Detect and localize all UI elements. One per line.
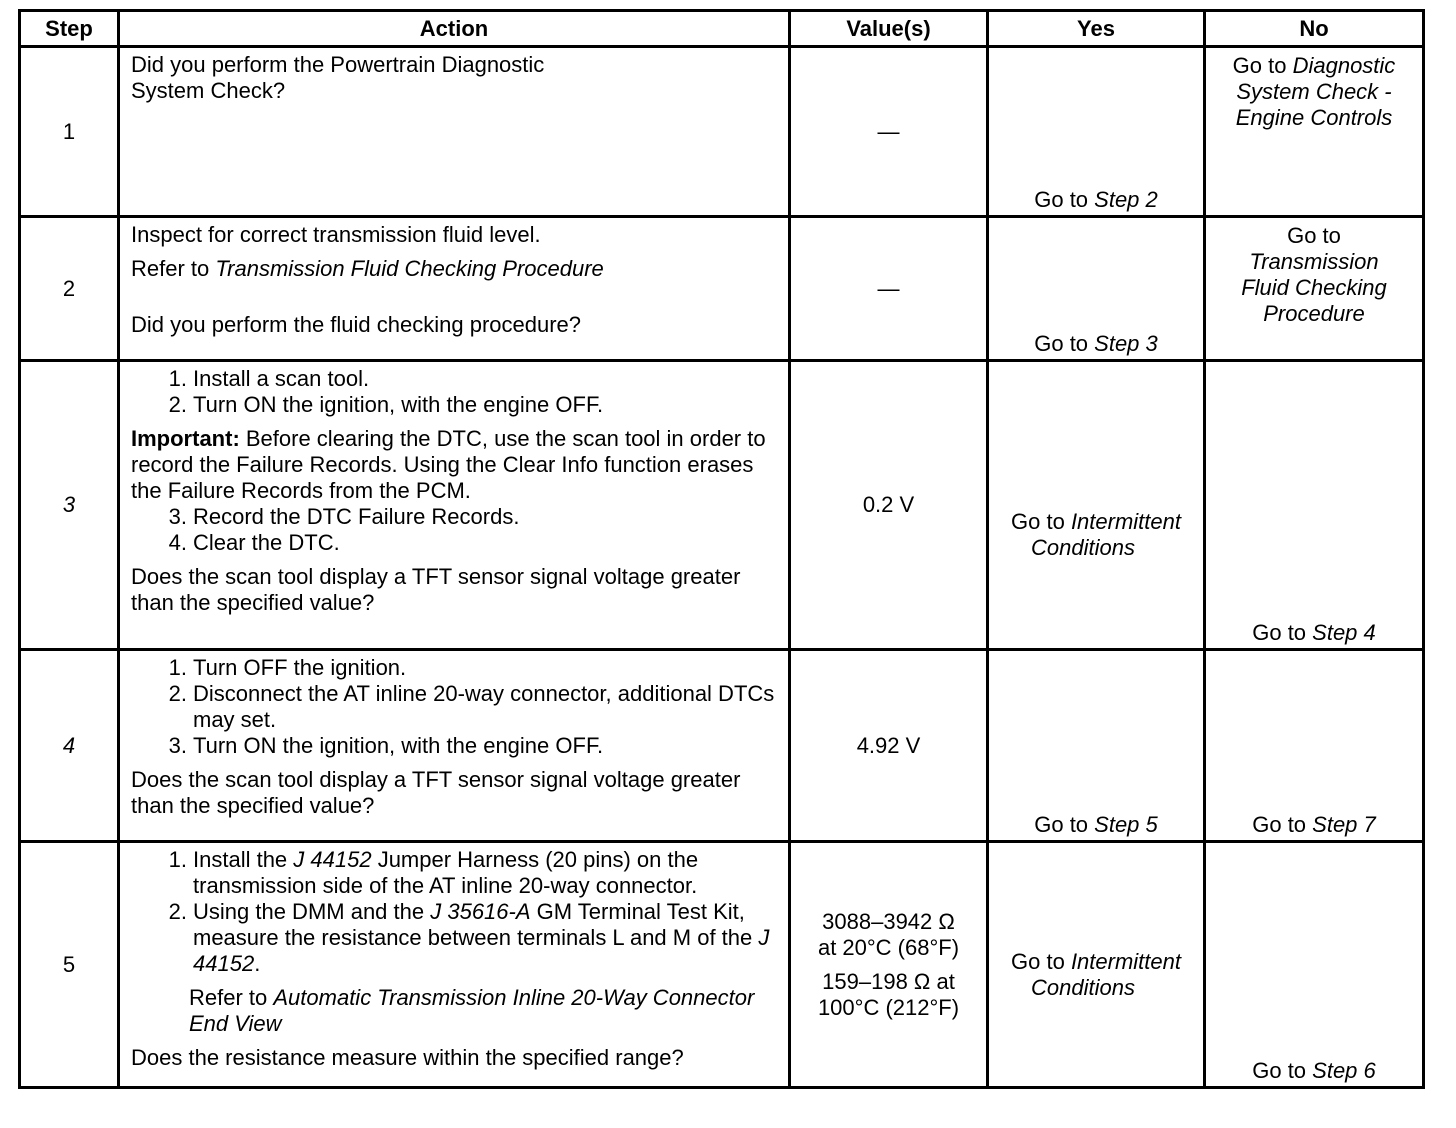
action-reference: Refer to Transmission Fluid Checking Procedure: [131, 256, 604, 281]
action-step: 1. Install the J 44152 Jumper Harness (20 pins) on the transmission side of the AT inline 20-way connector.: [168, 847, 699, 898]
no-link[interactable]: Go to Step 4: [1252, 620, 1376, 645]
action-question: Does the scan tool display a TFT sensor signal voltage greater than the specified value?: [131, 564, 741, 615]
diagnostic-table: [18, 9, 1425, 1089]
reference-link[interactable]: Automatic Transmission Inline 20-Way Connector End View: [189, 985, 755, 1036]
yes-cell: [988, 650, 1205, 842]
yes-link[interactable]: Go to Step 5: [1034, 812, 1158, 837]
action-step: 4. Clear the DTC.: [168, 530, 340, 555]
yes-cell: [988, 361, 1205, 650]
table-row: [20, 361, 1424, 650]
header-values: Value(s): [790, 11, 988, 47]
table-row: [20, 650, 1424, 842]
no-link[interactable]: Go to Step 6: [1252, 1058, 1376, 1083]
action-text: Inspect for correct transmission fluid level.: [131, 222, 541, 247]
no-link[interactable]: Go to Transmission Fluid Checking Procedure: [1241, 223, 1387, 326]
yes-link[interactable]: Go to Step 3: [1034, 331, 1158, 356]
action-step: 3. Turn ON the ignition, with the engine OFF.: [168, 733, 604, 758]
yes-link[interactable]: Go to Intermittent Conditions: [1011, 509, 1181, 560]
action-question: Did you perform the fluid checking procedure?: [131, 312, 582, 337]
table-row: [20, 842, 1424, 1088]
yes-link[interactable]: Go to Step 2: [1034, 187, 1158, 212]
action-step: 1. Turn OFF the ignition.: [168, 655, 407, 680]
no-cell: [1205, 47, 1424, 217]
value-cell: 4.92 V: [790, 650, 988, 842]
action-step: 2. Turn ON the ignition, with the engine OFF.: [168, 392, 604, 417]
value-cell: 0.2 V: [790, 361, 988, 650]
header-yes: Yes: [988, 11, 1205, 47]
action-cell: [119, 217, 790, 361]
yes-cell: [988, 217, 1205, 361]
step-number: 2: [20, 217, 119, 361]
action-cell: [119, 650, 790, 842]
action-cell: [119, 842, 790, 1088]
no-cell: [1205, 217, 1424, 361]
action-step: 2. Disconnect the AT inline 20-way connector, additional DTCs may set.: [168, 681, 775, 732]
value-cell: —: [790, 217, 988, 361]
action-question: Did you perform the Powertrain Diagnostic System Check?: [131, 52, 545, 103]
yes-cell: [988, 47, 1205, 217]
reference-link[interactable]: Transmission Fluid Checking Procedure: [215, 256, 604, 281]
action-cell: [119, 47, 790, 217]
no-link[interactable]: Go to Step 7: [1252, 812, 1376, 837]
action-step: 2. Using the DMM and the J 35616-A GM Terminal Test Kit, measure the resistance between terminals L and M of the J 44152.: [168, 899, 770, 976]
table-row: [20, 47, 1424, 217]
step-number: 5: [20, 842, 119, 1088]
no-cell: [1205, 650, 1424, 842]
value-cell: 3088–3942 Ω at 20°C (68°F) 159–198 Ω at 100°C (212°F): [790, 842, 988, 1088]
action-step: 3. Record the DTC Failure Records.: [168, 504, 520, 529]
important-note: Important: Before clearing the DTC, use the scan tool in order to record the Failure Records. Using the Clear Info function erases the Failure Records from the PCM.: [131, 426, 766, 503]
action-question: Does the scan tool display a TFT sensor signal voltage greater than the specified value?: [131, 767, 741, 818]
no-cell: [1205, 361, 1424, 650]
yes-link[interactable]: Go to Intermittent Conditions: [1011, 949, 1181, 1000]
action-question: Does the resistance measure within the specified range?: [131, 1045, 684, 1070]
action-cell: [119, 361, 790, 650]
header-action: Action: [119, 11, 790, 47]
table-row: [20, 217, 1424, 361]
header-row: [20, 11, 1424, 47]
header-step: Step: [20, 11, 119, 47]
no-cell: [1205, 842, 1424, 1088]
value-cell: —: [790, 47, 988, 217]
step-number: 4: [20, 650, 119, 842]
no-link[interactable]: Go to Diagnostic System Check - Engine Controls: [1232, 53, 1396, 130]
yes-cell: [988, 842, 1205, 1088]
step-number: 3: [20, 361, 119, 650]
action-step: 1. Install a scan tool.: [168, 366, 370, 391]
action-reference: Refer to Automatic Transmission Inline 20-Way Connector End View: [189, 985, 755, 1036]
step-number: 1: [20, 47, 119, 217]
header-no: No: [1205, 11, 1424, 47]
